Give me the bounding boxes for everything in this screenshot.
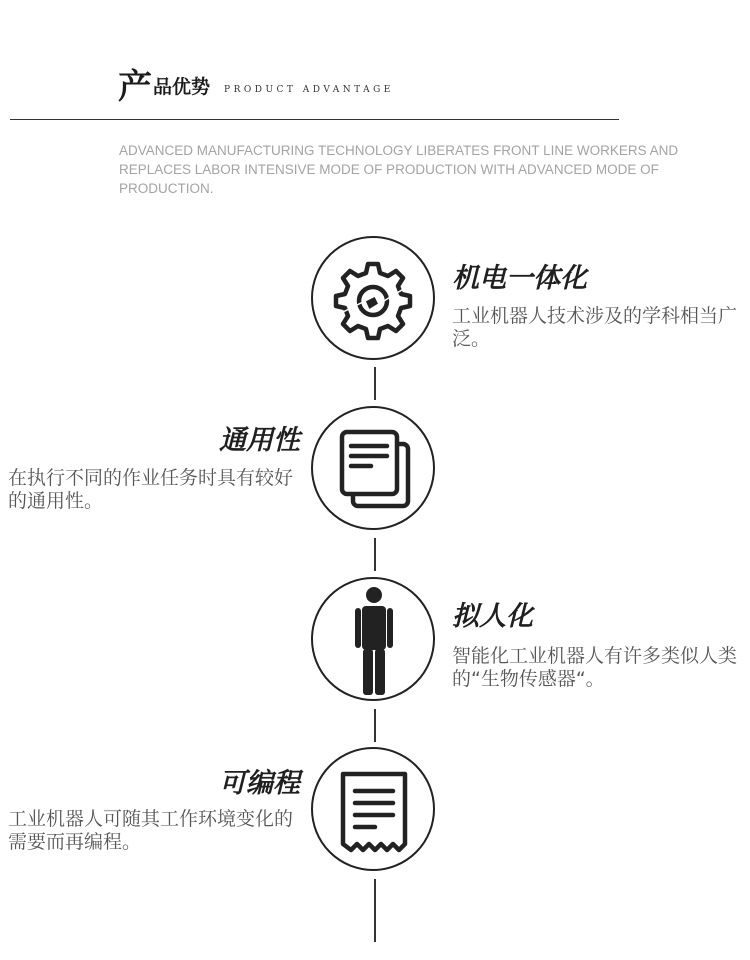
- timeline-connector: [374, 367, 376, 400]
- feature-title: 机电一体化: [452, 263, 587, 294]
- feature-title: 可编程: [219, 768, 300, 799]
- feature-title: 通用性: [219, 425, 300, 456]
- title-rest: 品优势: [153, 76, 211, 98]
- feature-icon-circle: [311, 236, 435, 360]
- timeline-connector: [374, 879, 376, 942]
- documents-icon: [313, 408, 433, 528]
- feature-icon-circle: [311, 747, 435, 871]
- feature-icon-circle: [311, 406, 435, 530]
- feature-icon-circle: [311, 577, 435, 701]
- human-figure-icon: [313, 579, 433, 699]
- timeline-connector: [374, 538, 376, 571]
- title-big-char: 产: [118, 67, 152, 107]
- feature-description: 在执行不同的作业任务时具有较好的通用性。: [8, 467, 294, 512]
- feature-description: 工业机器人技术涉及的学科相当广泛。: [452, 305, 738, 350]
- timeline-connector: [374, 709, 376, 742]
- title-english: PRODUCT ADVANTAGE: [224, 85, 394, 95]
- receipt-icon: [313, 749, 433, 869]
- feature-description: 智能化工业机器人有许多类似人类的“生物传感器“。: [452, 645, 738, 690]
- intro-text: ADVANCED MANUFACTURING TECHNOLOGY LIBERATES FRONT LINE WORKERS AND REPLACES LABOR INTENSIVE MODE OF PRODUCTION WITH ADVANCED MODE OF PRODUCTION.: [119, 143, 679, 196]
- feature-description: 工业机器人可随其工作环境变化的需要而再编程。: [8, 808, 294, 853]
- feature-title: 拟人化: [452, 601, 533, 632]
- gear-with-lightning-icon: [313, 238, 433, 358]
